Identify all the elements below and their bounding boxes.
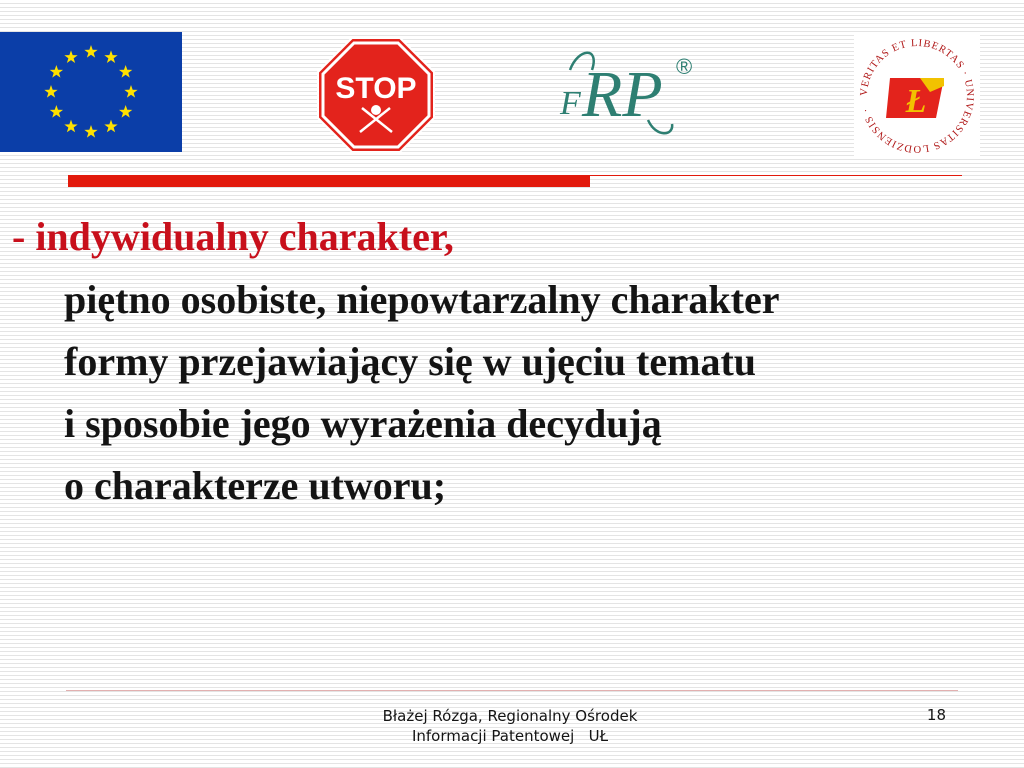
slide-heading: - indywidualny charakter, <box>12 214 454 259</box>
seal-motto: VERITAS ET LIBERTAS · UNIVERSITAS LODZIENSIS · <box>858 37 976 155</box>
footer-divider <box>66 690 958 691</box>
frp-logo-rp: RP <box>582 58 663 131</box>
footer-author <box>340 706 680 746</box>
frp-logo <box>548 40 708 144</box>
body-line-2: formy przejawiający się w ujęciu tematu <box>64 339 757 384</box>
stop-text: STOP <box>335 72 417 105</box>
eu-flag-logo <box>0 32 182 152</box>
title-underline-bar <box>68 175 590 187</box>
stop-piracy-logo <box>316 36 436 154</box>
title-underline-thin <box>590 175 962 176</box>
body-line-1: piętno osobiste, niepowtarzalny charakter <box>64 277 780 322</box>
footer-author-line-2: Informacji Patentowej UŁ <box>411 727 609 745</box>
seal-letter: Ł <box>905 83 927 120</box>
body-line-3: i sposobie jego wyrażenia decydują <box>64 401 662 446</box>
frp-logo-f: F <box>560 85 581 122</box>
university-lodz-seal <box>854 34 980 158</box>
page-number: 18 <box>926 706 946 724</box>
footer-author-line-1: Błażej Rózga, Regionalny Ośrodek <box>382 707 638 725</box>
registered-mark: ® <box>676 54 693 79</box>
body-line-4: o charakterze utworu; <box>64 463 447 508</box>
